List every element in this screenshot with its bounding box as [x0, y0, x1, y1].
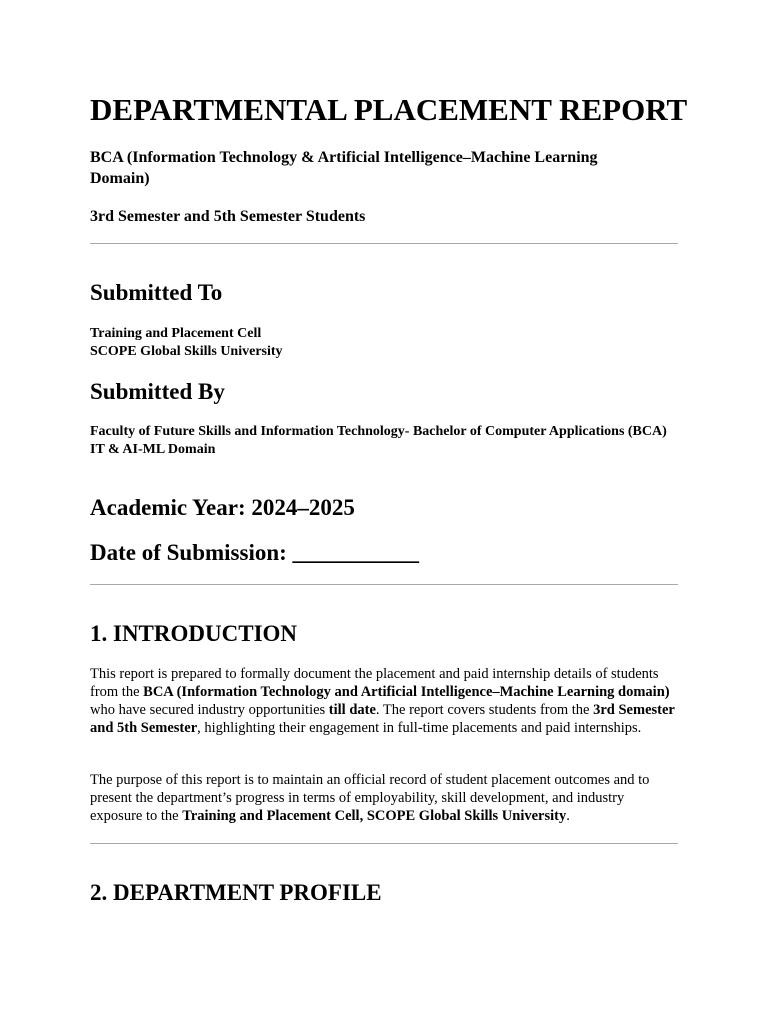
submitted-by-heading: Submitted By [90, 379, 225, 404]
introduction-heading: 1. INTRODUCTION [90, 621, 298, 646]
intro-p1-bold-1: BCA (Information Technology and Artificial Intelligence–Machine Learning domain) [143, 684, 670, 700]
intro-p1-text-3: . The report covers students from the [375, 702, 594, 718]
report-title: DEPARTMENTAL PLACEMENT REPORT [90, 92, 688, 127]
intro-p2-text-1: The purpose of this report is to maintain an official record of student placement outcomes and to present the department’s progress in terms of employability, skill development, and industry exposure to the [90, 772, 650, 824]
submitted-to-line1: Training and Placement Cell [90, 326, 262, 341]
introduction-paragraph-1 [90, 665, 680, 737]
academic-year: Academic Year: 2024–2025 [90, 495, 355, 520]
intro-p1-text-4: , highlighting their engagement in full-time placements and paid internships. [197, 720, 642, 736]
intro-p1-bold-2: till date [328, 702, 376, 718]
department-profile-heading: 2. DEPARTMENT PROFILE [90, 880, 382, 905]
submitted-by-line2: IT & AI-ML Domain [90, 441, 216, 457]
intro-p2-bold-1: Training and Placement Cell, SCOPE Global Skills University [182, 808, 567, 824]
semesters-subtitle: 3rd Semester and 5th Semester Students [90, 208, 366, 225]
intro-p1-text-2: who have secured industry opportunities [90, 702, 329, 718]
horizontal-rule [90, 843, 678, 844]
submitted-by-line1: Faculty of Future Skills and Information Technology- Bachelor of Computer Applications (BCA) [90, 424, 667, 439]
submitted-to-heading: Submitted To [90, 280, 223, 305]
date-of-submission: Date of Submission: ___________ [90, 540, 420, 565]
intro-p1-bold-3: 3rd Semester and 5th Semester [90, 702, 675, 736]
program-subtitle: BCA (Information Technology & Artificial Intelligence–Machine Learning Domain) [90, 149, 598, 187]
horizontal-rule [90, 584, 678, 585]
submitted-to-details [90, 325, 680, 360]
introduction-paragraph-2 [90, 771, 680, 825]
horizontal-rule [90, 243, 678, 244]
intro-p2-text-2: . [566, 808, 570, 824]
submitted-to-line2: SCOPE Global Skills University [90, 343, 283, 359]
intro-p1-text-1: This report is prepared to formally document the placement and paid internship details of students from the [90, 666, 659, 700]
submitted-by-details [90, 423, 680, 458]
